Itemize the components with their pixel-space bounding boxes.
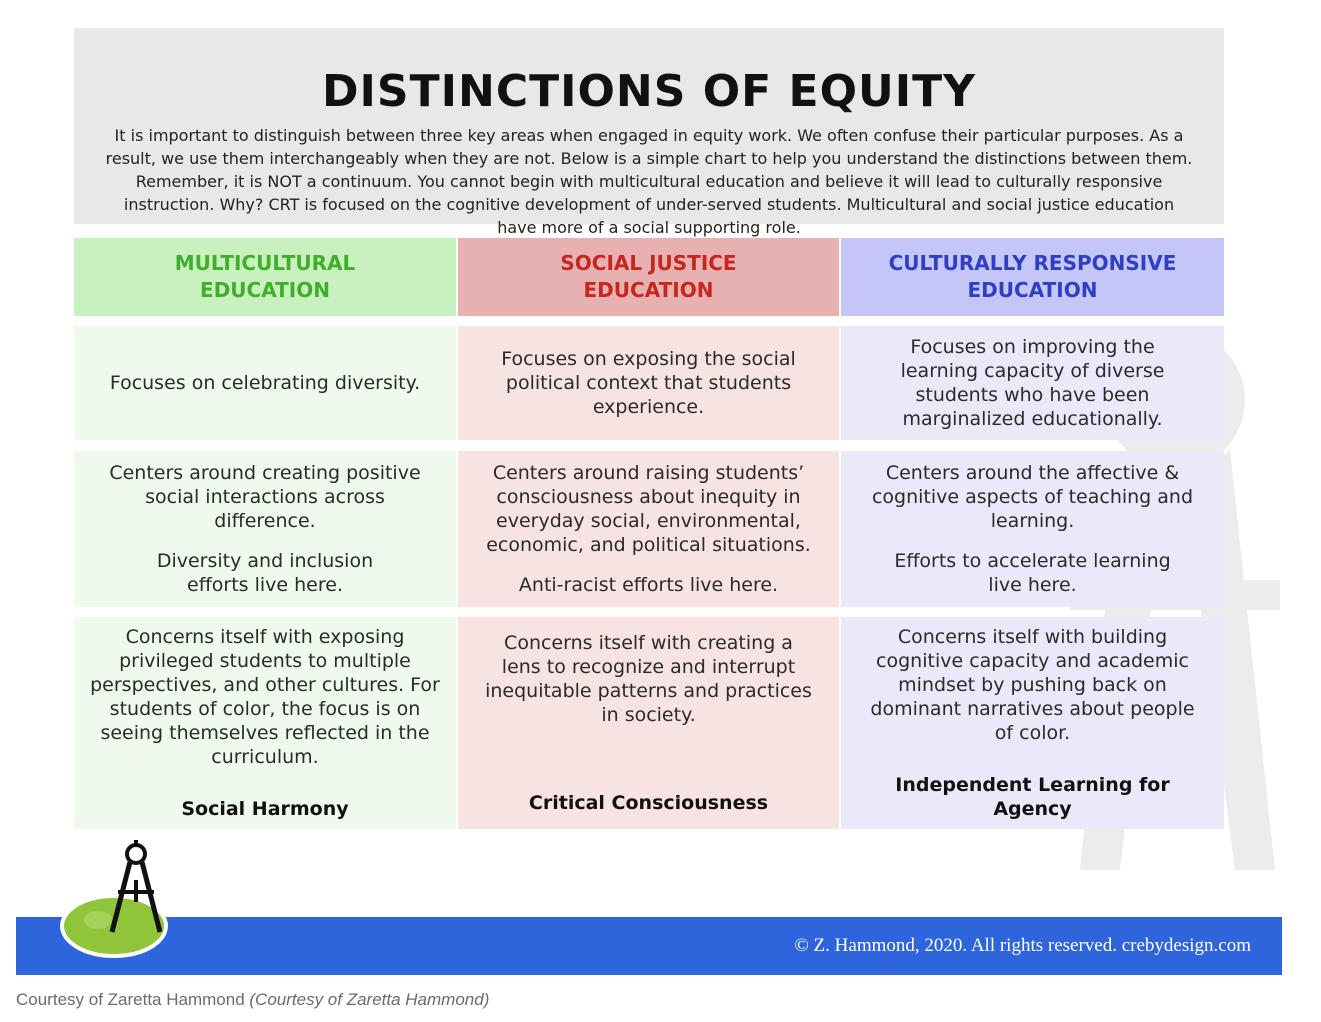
- column-heading-multicultural: [74, 238, 456, 316]
- heading-line: CULTURALLY RESPONSIVE: [888, 251, 1177, 275]
- footer-bar: [16, 917, 1282, 975]
- cell-text: Centers around raising students’ consciousness about inequity in everyday social, environmental, economic, and political situations.: [486, 462, 811, 556]
- cell-text: Focuses on celebrating diversity.: [109, 372, 421, 394]
- cell-text: Concerns itself with exposing privileged students to multiple perspectives, and other cultures. For students of color, the focus is on seeing themselves reflected in the curriculum.: [90, 626, 440, 768]
- cell-text: Concerns itself with building cognitive capacity and academic mindset by pushing back on dominant narratives about people of color.: [870, 626, 1195, 744]
- concern-cell-culturally-responsive: [841, 617, 1224, 829]
- cell-text: Efforts to accelerate learning live here.: [894, 550, 1171, 596]
- cell-text: Focuses on improving the learning capacity of diverse students who have been marginalized educationally.: [900, 336, 1165, 430]
- cell-text: Diversity and inclusion efforts live here.: [156, 550, 374, 596]
- cell-text: Centers around the affective & cognitive aspects of teaching and learning.: [871, 462, 1194, 532]
- image-caption: [16, 990, 489, 1010]
- outcome-label: Social Harmony: [181, 798, 349, 820]
- cell-text: Centers around creating positive social interactions across difference.: [109, 462, 421, 532]
- concern-cell-multicultural: [74, 617, 456, 829]
- outcome-label: Independent Learning for Agency: [895, 774, 1170, 820]
- concern-cell-social-justice: [458, 617, 839, 829]
- caption-italic: (Courtesy of Zaretta Hammond): [249, 990, 490, 1009]
- focus-cell-social-justice: [458, 326, 839, 440]
- heading-line: EDUCATION: [583, 278, 714, 302]
- column-heading-culturally-responsive: [841, 238, 1224, 316]
- heading-line: EDUCATION: [200, 278, 330, 302]
- cell-text: Concerns itself with creating a lens to recognize and interrupt inequitable patterns and practices in society.: [485, 632, 812, 726]
- heading-line: EDUCATION: [967, 278, 1098, 302]
- column-heading-social-justice: [458, 238, 839, 316]
- heading-line: MULTICULTURAL: [174, 251, 356, 275]
- page-title: DISTINCTIONS OF EQUITY: [322, 66, 976, 117]
- cell-text: Anti-racist efforts live here.: [518, 574, 779, 596]
- intro-paragraph: It is important to distinguish between three key areas when engaged in equity work. We often confuse their particular purposes. As a result, we use them interchangeably when they are not. Below is a simple chart to help you understand the distinctions between them. Remember, it is NOT a continuum. You cannot begin with multicultural education and believe it will lead to culturally responsive instruction. Why? CRT is focused on the cognitive development of under-served students. Multicultural and social justice education have more of a social supporting role.: [105, 126, 1193, 237]
- copyright-text: © Z. Hammond, 2020. All rights reserved. crebydesign.com: [794, 935, 1251, 956]
- focus-cell-culturally-responsive: [841, 326, 1224, 440]
- outcome-label: Critical Consciousness: [528, 792, 769, 814]
- center-cell-social-justice: [458, 451, 839, 607]
- cell-text: Focuses on exposing the social political context that students experience.: [501, 348, 796, 418]
- center-cell-culturally-responsive: [841, 451, 1224, 607]
- center-cell-multicultural: [74, 451, 456, 607]
- intro-box: [74, 28, 1224, 237]
- apple-compass-logo-icon: [56, 840, 176, 960]
- caption-text: Courtesy of Zaretta Hammond: [16, 990, 245, 1009]
- heading-line: SOCIAL JUSTICE: [560, 251, 737, 275]
- focus-cell-multicultural: [74, 326, 456, 440]
